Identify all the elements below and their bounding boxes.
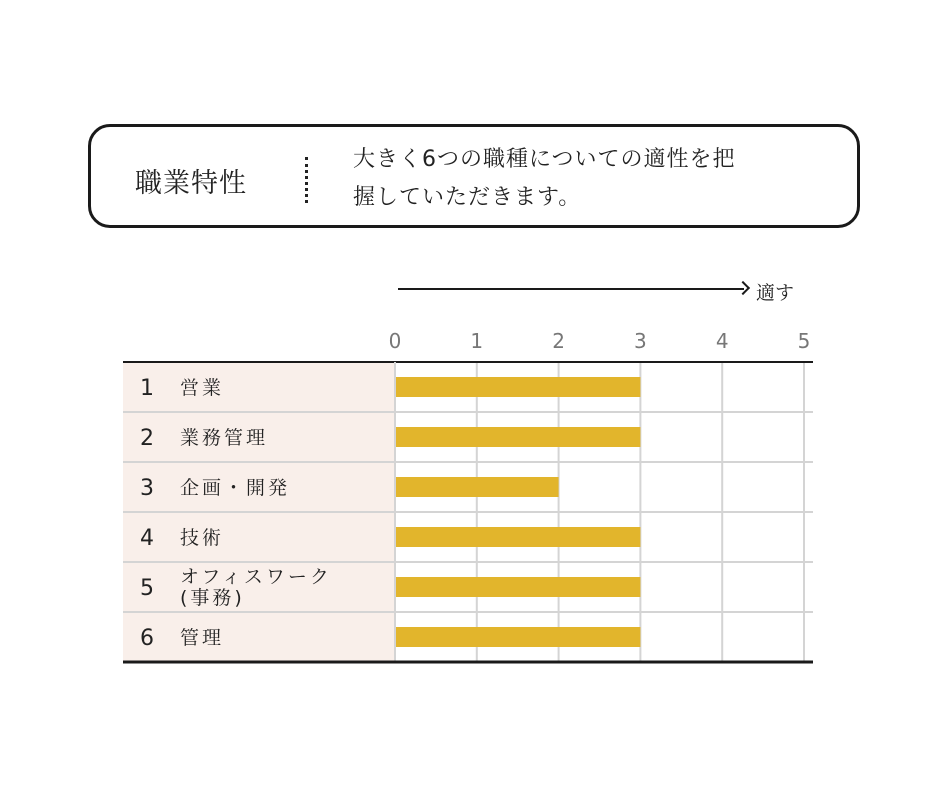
x-tick-label-3: 3 (634, 329, 647, 353)
x-tick-label-5: 5 (797, 329, 811, 353)
bar-1 (395, 377, 640, 397)
row-number: 4 (140, 526, 154, 551)
row-number: 2 (140, 426, 154, 451)
row-label: 管理 (180, 627, 225, 649)
bar-2 (395, 427, 640, 447)
x-tick-label-0: 0 (388, 329, 402, 353)
row-label: (事務) (180, 587, 245, 609)
arrow-label: 適す (756, 282, 795, 304)
description-line-2: 握していただきます。 (353, 185, 582, 210)
row-number: 3 (140, 476, 154, 501)
row-label: オフィスワーク (180, 566, 332, 588)
bar-3 (395, 477, 559, 497)
x-tick-label-2: 2 (552, 329, 565, 353)
bar-4 (395, 527, 640, 547)
row-number: 6 (140, 626, 154, 651)
row-number: 1 (140, 376, 154, 401)
row-label: 業務管理 (180, 427, 269, 449)
description-line-1: 大きく6つの職種についての適性を把 (353, 147, 736, 172)
row-label: 技術 (180, 527, 225, 549)
row-label: 企画・開発 (180, 477, 291, 499)
x-tick-label-1: 1 (470, 329, 484, 353)
bar-6 (395, 627, 640, 647)
row-number: 5 (140, 576, 154, 601)
bar-5 (395, 577, 640, 597)
header-title: 職業特性 (135, 168, 247, 199)
row-label: 営業 (180, 377, 225, 399)
x-tick-label-4: 4 (715, 329, 729, 353)
